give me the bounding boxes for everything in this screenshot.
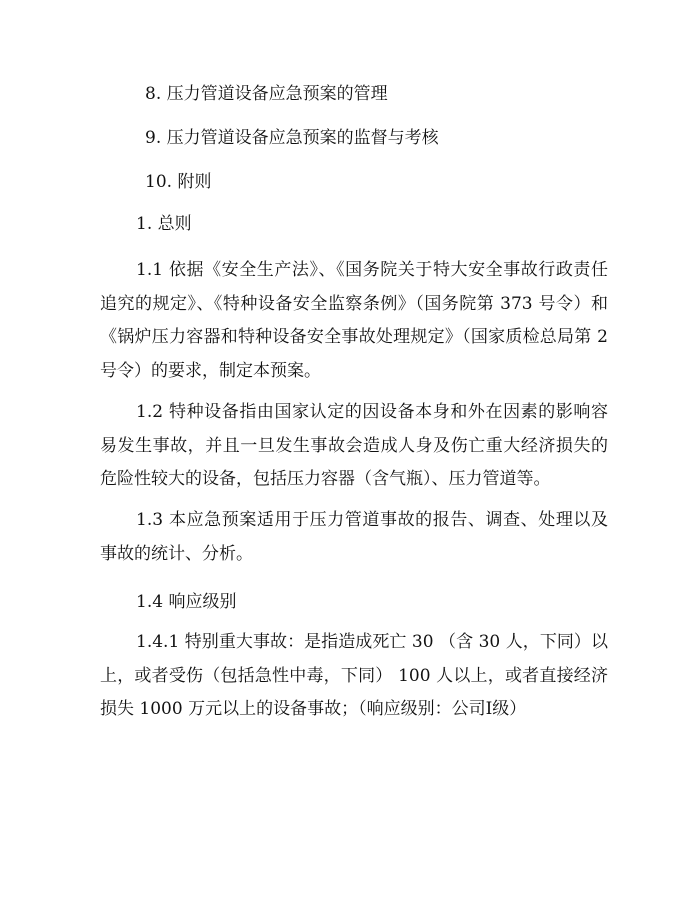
subheading-response-level: 1.4 响应级别 [136,592,237,612]
paragraph-1-1: 1.1 依据《安全生产法》、《国务院关于特大安全事故行政责任追究的规定》、《特种设备安全监察条例》（国务院第 373 号令）和《锅炉压力容器和特种设备安全事故处理规定》（国家质检总局第 2 号令）的要求，制定本预案。 [100,260,608,381]
paragraph-1-3: 1.3 本应急预案适用于压力管道事故的报告、调查、处理以及事故的统计、分析。 [100,510,608,564]
toc-item-10: 10. 附则 [145,172,212,192]
paragraph-1-4-1: 1.4.1 特别重大事故：是指造成死亡 30 （含 30 人，下同）以上，或者受伤（包括急性中毒，下同） 100 人以上，或者直接经济损失 1000 万元以上的设备事故；（响应级别：公司Ⅰ级） [100,632,608,719]
section-heading-general: 1. 总则 [136,214,192,234]
toc-item-8: 8. 压力管道设备应急预案的管理 [145,84,388,104]
paragraph-1-2: 1.2 特种设备指由国家认定的因设备本身和外在因素的影响容易发生事故，并且一旦发生事故会造成人身及伤亡重大经济损失的危险性较大的设备，包括压力容器（含气瓶）、压力管道等。 [100,402,608,489]
toc-item-9: 9. 压力管道设备应急预案的监督与考核 [145,128,439,148]
